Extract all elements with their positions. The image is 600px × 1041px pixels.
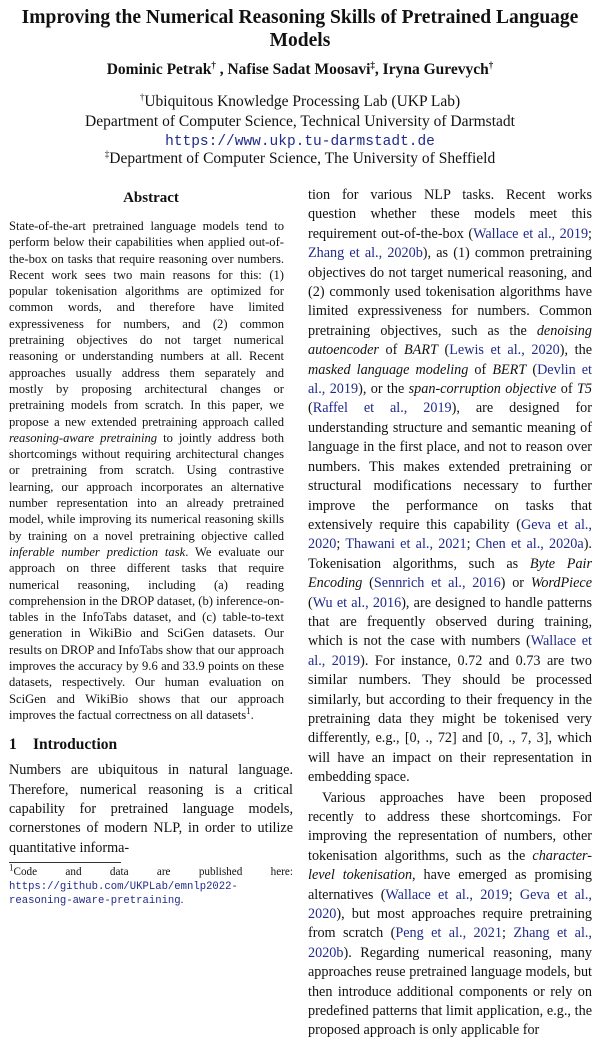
text-run: of [468,361,493,378]
text-run: ). For instance, 0.72 and 0.73 are two similar numbers. They should be processed similarly, but according to their frequency in the pretraining data they might be tokenised very differently, e.g., [0, ., 72] and [0, ., 7, 3], which will have an impact on their representation in embedding space. [308,652,592,786]
text-run: ). Regarding numerical reasoning, many approaches reuse pretrained language models, but then introduce additional components or rely on predefined patterns that limit application, e.g., the proposed approach is only applicable for [308,944,592,1039]
footnote [9,862,293,909]
footnote-text: Code and data are published here: [13,866,293,878]
text-run: ), are designed for understanding structure and semantic meaning of language in the first place, and not to reason over numbers. This makes extended pretraining or structural modifications necessary to further improve the performance on tasks that extensively require this capability ( [308,400,592,533]
citation-link[interactable]: Thawani et al., 2021 [345,536,467,553]
citation-link[interactable]: Geva et al., 2020 [308,886,592,923]
emphasis: T5 [577,381,592,398]
intro-paragraph: Numbers are ubiquitous in natural language. Therefore, numerical reasoning is a critical capability for pretrained language models, cornerstones of modern NLP, in order to utilize quantitative informa- [9,762,293,856]
author-name: Dominic Petrak [106,61,212,78]
abstract-heading: Abstract [123,190,179,206]
emphasis: BERT [492,361,527,378]
affiliation-2-line-1 [20,149,580,169]
affiliation-url-link[interactable]: https://www.ukp.tu-darmstadt.de [165,134,435,150]
section-heading-introduction [9,735,293,755]
author-separator: , [215,61,228,78]
affiliation-1-line-1 [20,92,580,112]
text-run: ; [508,886,520,903]
affiliation-mark: † [139,91,145,102]
abstract-emphasis: reasoning-aware pretraining [9,430,158,445]
text-run: ), as (1) common pretraining objectives do not target numerical reasoning, and (2) commonly used tokenisation algorithms have limited expressiveness for numbers. Common pretraining objectives, such as the [308,245,592,339]
author-mark: † [211,59,216,70]
text-run: ( [437,342,450,359]
text-run: ), but most approaches require pretraining from scratch ( [308,906,592,942]
abstract-part: to jointly address both shortcomings without requiring architectural changes or pretraining from scratch. Using contrastive learning, our approach incorporates an alternative number representation into an already pretrained model, while improving its numerical reasoning skills by training on a novel pretraining objective called [9,430,285,543]
footnote-mark: 1 [9,862,14,873]
text-run: tion for various NLP tasks. Recent works question whether these models meet this requirement out-of-the-box ( [308,187,592,242]
citation-link[interactable]: Wu et al., 2016 [312,594,402,611]
section-number: 1 [9,736,17,754]
citation-link[interactable]: Lewis et al., 2020 [449,342,560,359]
abstract-part: . We evaluate our approach on three different tasks that require numerical reasoning, including (a) reading comprehension in the DROP dataset, (b) inference-on-tables in the InfoTabs dataset, and (c) table-to-text generation in WikiBio and SciGen datasets. Our results on DROP and InfoTabs show that our approach improves the accuracy by 9.6 and 33.9 points on these datasets, respectively. Our human evaluation on SciGen and WikiBio shows that our approach improves the factual correctness on all datasets [9,544,284,722]
author-list [20,60,580,79]
text-run: ( [308,594,313,611]
author-separator: , [374,61,383,78]
text-run: ; [336,536,346,553]
text-run: ). Tokenisation algorithms, such as [308,536,592,572]
citation-link[interactable]: Wallace et al., 2019 [385,886,509,903]
approaches-paragraph [308,789,592,1041]
citation-link[interactable]: Sennrich et al., 2016 [373,575,501,592]
text-run: ; [466,536,476,553]
emphasis: character-level tokenisation [308,847,592,884]
affiliation-1-line-2: Department of Computer Science, Technical University of Darmstadt [85,113,515,130]
text-run: of [556,381,578,398]
abstract-part: State-of-the-art pretrained language models tend to perform below their capabilities when applied out-of-the-box on tasks that require reasoning over numbers. Recent work sees two main reasons for this: (1) popular tokenisation algorithms are optimized for common words, and therefore have limited expressiveness for numbers, and (2) common pretraining objectives do not target numerical reasoning or understanding numbers at all. Recent approaches usually address them separately and mostly by proposing architectural changes or pretraining models from scratch. In this paper, we propose a new extended pretraining approach called [9,219,284,429]
citation-link[interactable]: Zhang et al., 2020b [308,245,423,262]
text-run: ; [501,925,514,942]
citation-link[interactable]: Raffel et al., 2019 [312,400,452,417]
text-run: ) or [500,575,531,592]
affiliation-text: Ubiquitous Knowledge Processing Lab (UKP Lab) [144,93,461,110]
citation-link[interactable]: Wallace et al., 2019 [473,225,589,242]
affiliation-mark: ‡ [104,148,110,159]
author-name: Nafise Sadat Moosavi [227,61,371,78]
intro-paragraph-continued [308,186,592,788]
emphasis: span-corruption objective [408,381,557,398]
author-mark: ‡ [370,59,375,70]
footnote-url-link[interactable]: https://github.com/UKPLab/emnlp2022-reasoning-aware-pretraining [9,880,238,907]
citation-link[interactable]: Devlin et al., 2019 [308,361,593,398]
right-column [308,186,592,1041]
paper-title: Improving the Numerical Reasoning Skills of Pretrained Language Models [21,7,579,51]
text-run: of [378,342,404,359]
abstract-text [9,218,293,723]
text-run: , have emerged as promising alternatives ( [308,867,592,903]
left-column [9,188,293,858]
emphasis: WordPiece [530,575,593,592]
text-run: ; [588,225,592,242]
affiliation-text: Department of Computer Science, The University of Sheffield [109,150,496,167]
section-title: Introduction [33,736,118,754]
text-run: ( [308,400,313,417]
emphasis: denoising autoencoder [308,322,592,359]
citation-link[interactable]: Peng et al., 2021 [395,925,502,942]
emphasis: BART [404,342,438,359]
text-run: Various approaches have been proposed recently to address these shortcomings. For improving the representation of numbers, other tokenisation algorithms, such as the [308,789,592,864]
footnote-end: . [180,894,184,906]
footnote-ref[interactable]: 1 [246,705,251,716]
footnote-rule [9,862,121,863]
text-run: ( [526,361,538,378]
author-mark: † [488,59,494,70]
text-run: ), the [559,342,592,359]
citation-link[interactable]: Zhang et al., 2020b [308,925,592,961]
abstract-emphasis: inferable number prediction task [9,544,186,559]
citation-link[interactable]: Geva et al., 2020 [308,516,592,553]
citation-link[interactable]: Wallace et al., 2019 [308,633,592,669]
text-run: ), are designed to handle patterns that are frequently observed during training, which is not the case with numbers ( [308,594,592,650]
text-run: ( [362,575,374,592]
emphasis: Byte Pair Encoding [308,555,593,592]
emphasis: masked language modeling [308,361,469,378]
citation-link[interactable]: Chen et al., 2020a [475,536,584,553]
author-name: Iryna Gurevych [382,61,489,78]
text-run: ), or the [358,381,409,398]
abstract-part: . [250,707,254,722]
